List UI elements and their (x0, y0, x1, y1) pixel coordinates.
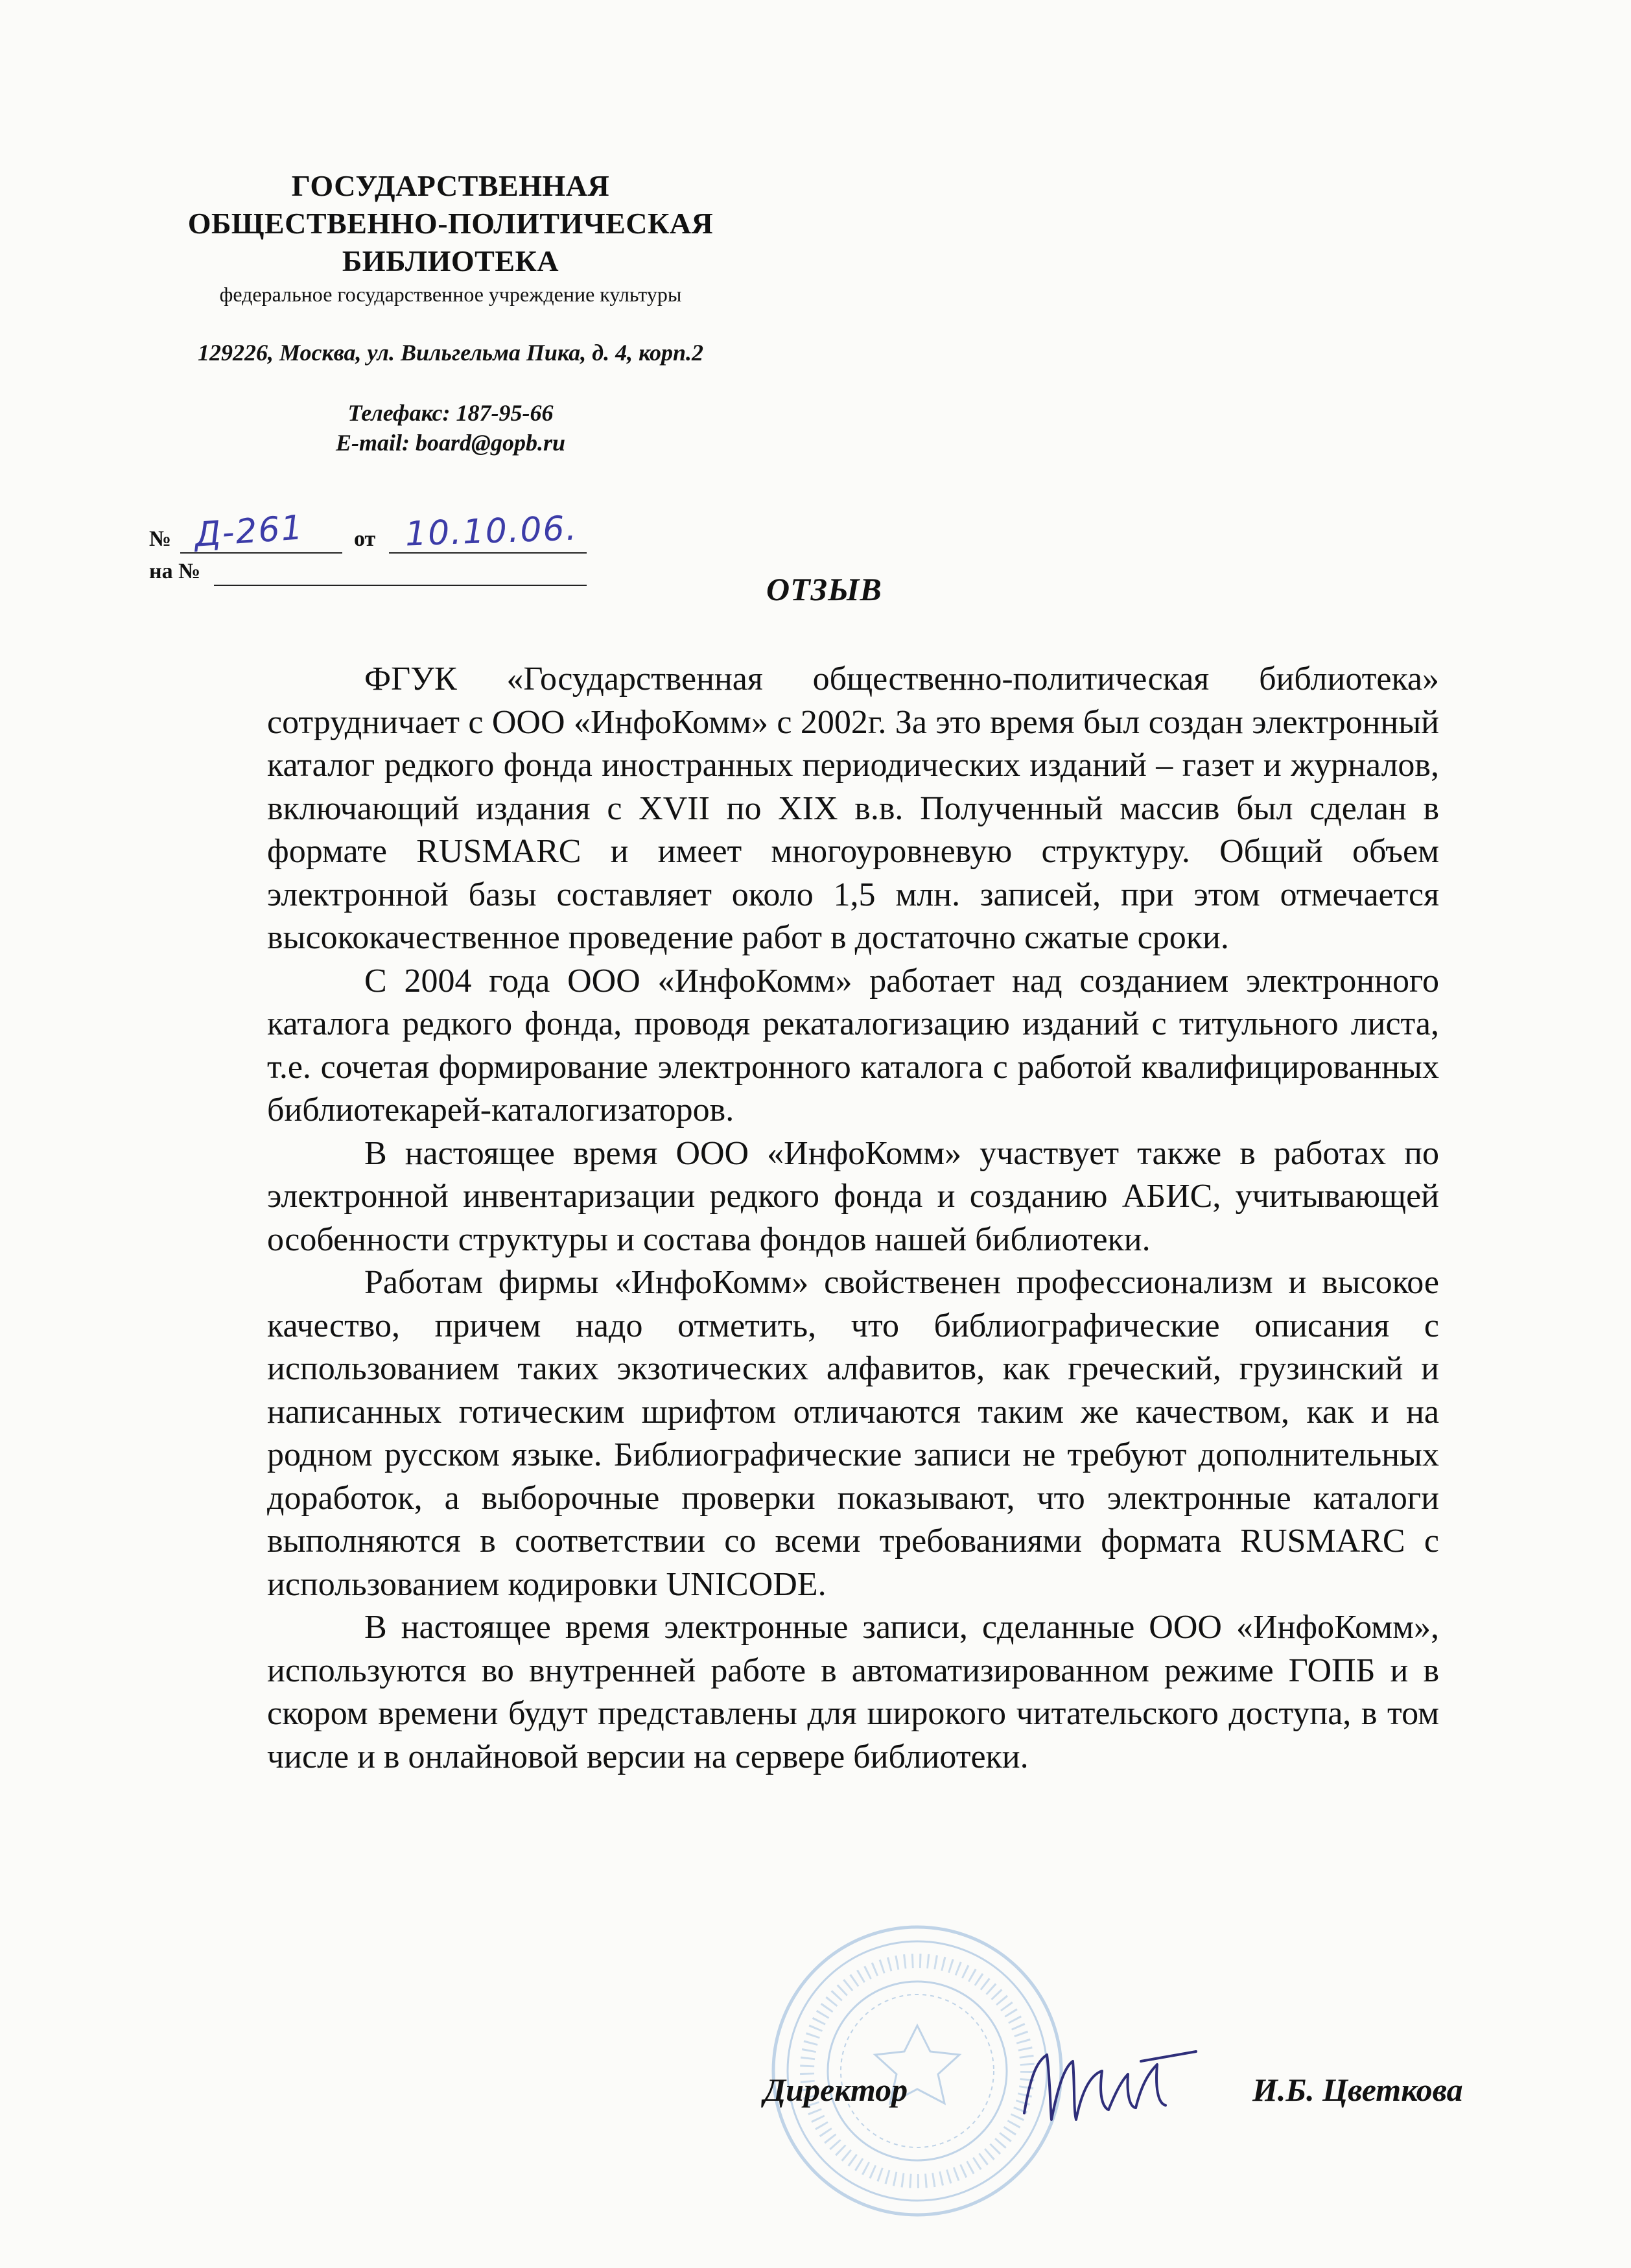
document-title: ОТЗЫВ (766, 571, 882, 607)
org-name-line-1: ГОСУДАРСТВЕННАЯ (291, 169, 610, 202)
reg-ref-label: на № (149, 559, 201, 583)
body-paragraph-4: Работам фирмы «ИнфоКомм» свойственен профессионализм и высокое качество, причем надо отметить, что библиографические описания с использованием таких экзотических алфавитов, как греческий, грузинский и написанных готическим шрифтом отличаются таким же качеством, как и на родном русском языке. Библиографические записи не требуют дополнительных доработок, а выборочные проверки показывают, что электронные каталоги выполняются в соответствии со всеми требованиями формата RUSMARC с использованием кодировки UNICODE. (267, 1264, 1439, 1603)
reg-ref-line (214, 585, 587, 586)
reg-number-handwritten: Д-261 (193, 508, 305, 555)
org-phone: Телефакс: 187-95-66 (347, 400, 554, 426)
org-name-line-3: БИБЛИОТЕКА (342, 244, 559, 277)
org-email: E-mail: board@gopb.ru (336, 430, 565, 456)
body-paragraph-3: В настоящее время ООО «ИнфоКомм» участвует также в работах по электронной инвентаризации редкого фонда и созданию АБИС, учитывающей особенности структуры и состава фондов нашей библиотеки. (267, 1134, 1439, 1258)
org-subtitle: федеральное государственное учреждение культуры (219, 283, 682, 306)
document-body (267, 658, 1439, 1779)
org-address: 129226, Москва, ул. Вильгельма Пика, д. 4, корп.2 (197, 340, 704, 366)
signer-position: Директор (764, 2072, 908, 2108)
body-paragraph-2: С 2004 года ООО «ИнфоКомм» работает над созданием электронного каталога редкого фонда, проводя рекаталогизацию изданий с титульного листа, т.е. сочетая формирование электронного каталога с работой квалифицированных библиотекарей-каталогизаторов. (267, 962, 1439, 1128)
letterhead (136, 167, 765, 458)
body-paragraph-5: В настоящее время электронные записи, сделанные ООО «ИнфоКомм», используются во внутренней работе в автоматизированном режиме ГОПБ и в скором времени будут представлены для широкого читательского доступа, в том числе и в онлайновой версии на сервере библиотеки. (267, 1609, 1439, 1775)
body-paragraph-1: ФГУК «Государственная общественно-политическая библиотека» сотрудничает с ООО «ИнфоКомм» с 2002г. За это время был создан электронный каталог редкого фонда иностранных периодических изданий – газет и журналов, включающий издания с XVII по XIX в.в. Полученный массив был сделан в формате RUSMARC и имеет многоуровневую структуру. Общий объем электронной базы составляет около 1,5 млн. записей, при этом отмечается высококачественное проведение работ в достаточно сжатые сроки. (267, 661, 1439, 956)
org-name-line-2: ОБЩЕСТВЕННО-ПОЛИТИЧЕСКАЯ (187, 207, 714, 240)
director-signature (1011, 2035, 1206, 2139)
reg-date-handwritten: 10.10.06. (405, 509, 579, 554)
signer-name: И.Б. Цветкова (1252, 2072, 1463, 2108)
reg-date-label: от (354, 527, 376, 551)
reg-number-label: № (149, 527, 172, 551)
